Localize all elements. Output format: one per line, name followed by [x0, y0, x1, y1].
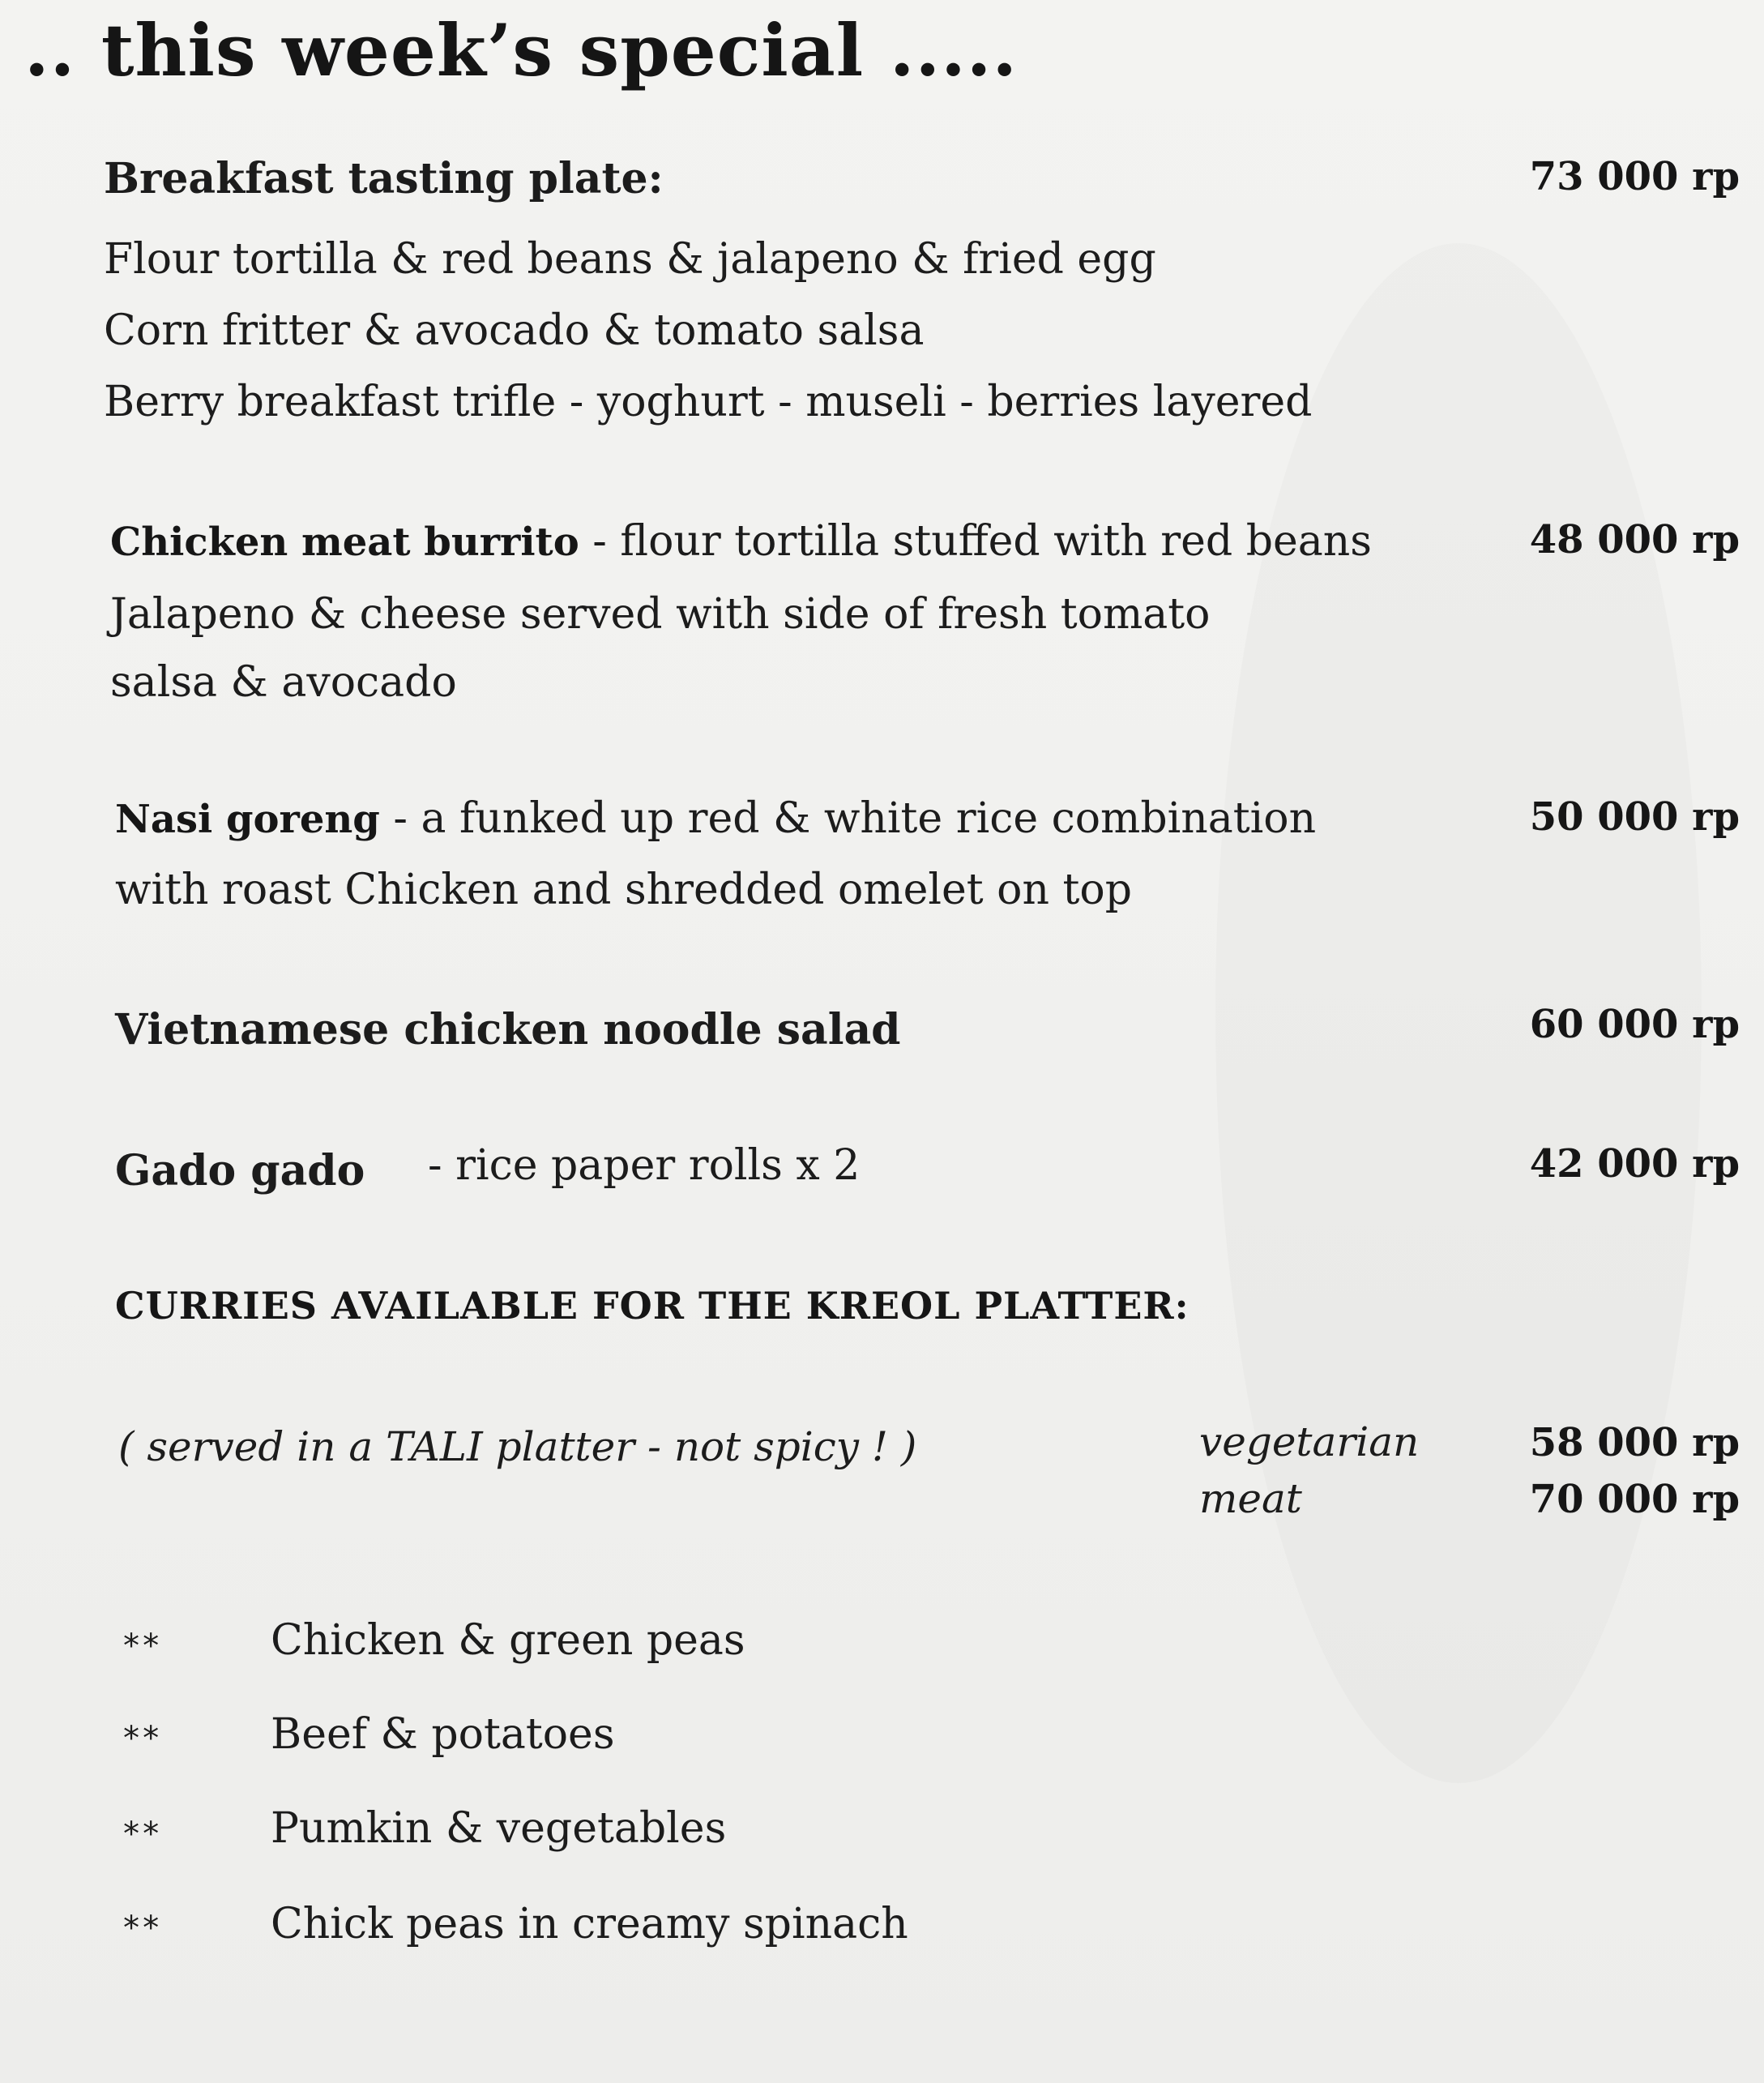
item-name: Vietnamese chicken noodle salad [115, 1005, 901, 1054]
item-name: Breakfast tasting plate: [104, 154, 664, 203]
list-bullet: ** [122, 1627, 161, 1665]
curry-option-price: 70 000 rp [1529, 1477, 1740, 1522]
item-description-line: with roast Chicken and shredded omelet on top [115, 866, 1132, 914]
item-price: 48 000 rp [1529, 517, 1740, 562]
list-bullet: ** [122, 1720, 161, 1757]
curries-heading: CURRIES AVAILABLE FOR THE KREOL PLATTER: [115, 1284, 1190, 1328]
item-price: 50 000 rp [1529, 794, 1740, 840]
list-bullet: ** [122, 1910, 161, 1947]
curries-note: ( served in a TALI platter - not spicy ! ) [118, 1423, 917, 1470]
curry-option-label: meat [1199, 1475, 1302, 1522]
item-name: Gado gado [115, 1146, 365, 1195]
curry-option-price: 58 000 rp [1529, 1420, 1740, 1465]
item-price: 60 000 rp [1529, 1002, 1740, 1047]
item-description-line: salsa & avocado [110, 658, 457, 707]
item-description-line: Jalapeno & cheese served with side of fresh tomato [110, 590, 1211, 639]
item-description-line: Corn fritter & avocado & tomato salsa [104, 306, 925, 355]
curry-list-item: Beef & potatoes [271, 1710, 615, 1759]
item-heading-line [110, 517, 1372, 566]
item-description-inline: a funked up red & white rice combination [421, 794, 1317, 843]
item-separator: - [579, 517, 621, 566]
item-description-inline: - rice paper rolls x 2 [428, 1141, 861, 1190]
item-description-line: Berry breakfast trifle - yoghurt - museli - berries layered [104, 378, 1313, 426]
item-separator: - [379, 794, 421, 843]
item-price: 73 000 rp [1529, 154, 1740, 199]
curry-list-item: Chicken & green peas [271, 1616, 745, 1665]
curry-list-item: Chick peas in creamy spinach [271, 1900, 908, 1948]
item-name: Chicken meat burrito [110, 520, 579, 565]
item-price: 42 000 rp [1529, 1141, 1740, 1187]
curry-option-label: vegetarian [1199, 1418, 1420, 1465]
item-description-line: Flour tortilla & red beans & jalapeno & fried egg [104, 235, 1156, 284]
curry-list-item: Pumkin & vegetables [271, 1804, 727, 1853]
item-heading-line [115, 794, 1316, 843]
menu-title: .. this week’s special ..... [24, 8, 1019, 92]
list-bullet: ** [122, 1816, 161, 1853]
item-name: Nasi goreng [115, 797, 380, 842]
item-description-inline: flour tortilla stuffed with red beans [620, 517, 1372, 566]
